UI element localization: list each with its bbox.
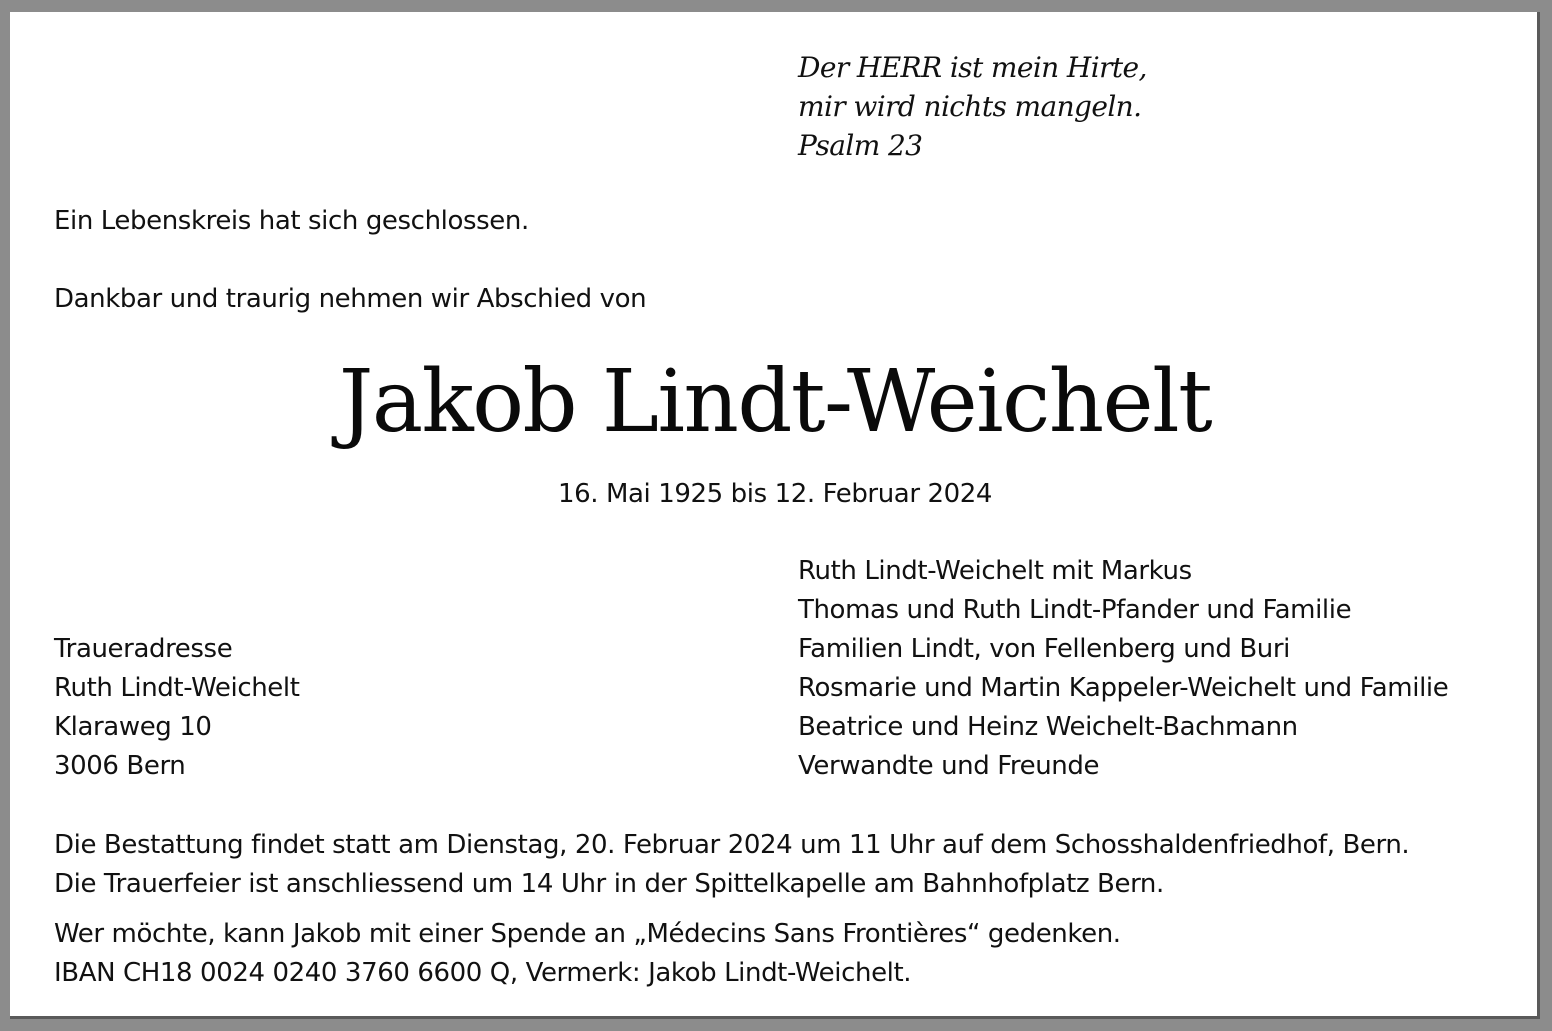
mourning-address xyxy=(54,630,300,786)
funeral-info xyxy=(54,826,1409,904)
mourner-item: Ruth Lindt-Weichelt mit Markus xyxy=(798,556,1192,586)
psalm-line-1: Der HERR ist mein Hirte, xyxy=(798,51,1147,84)
funeral-line-1: Die Bestattung findet statt am Dienstag, 20. Februar 2024 um 11 Uhr auf dem Schosshaldenfriedhof, Bern. xyxy=(54,830,1410,860)
funeral-line-2: Die Trauerfeier ist anschliessend um 14 Uhr in der Spittelkapelle am Bahnhofplatz Bern. xyxy=(54,869,1164,899)
address-city: 3006 Bern xyxy=(54,751,186,781)
donation-info xyxy=(54,915,1121,993)
mourner-item: Familien Lindt, von Fellenberg und Buri xyxy=(798,634,1290,664)
mourners-list xyxy=(798,552,1448,786)
mourner-item: Thomas und Ruth Lindt-Pfander und Familie xyxy=(798,595,1352,625)
address-street: Klaraweg 10 xyxy=(54,712,212,742)
donation-line-2: IBAN CH18 0024 0240 3760 6600 Q, Vermerk: Jakob Lindt-Weichelt. xyxy=(54,958,912,988)
obituary-page xyxy=(10,12,1540,1019)
intro-line-1: Ein Lebenskreis hat sich geschlossen. xyxy=(54,206,529,236)
mourner-item: Verwandte und Freunde xyxy=(798,751,1100,781)
life-dates: 16. Mai 1925 bis 12. Februar 2024 xyxy=(557,479,993,509)
address-name: Ruth Lindt-Weichelt xyxy=(54,673,300,703)
mourner-item: Beatrice und Heinz Weichelt-Bachmann xyxy=(798,712,1298,742)
donation-line-1: Wer möchte, kann Jakob mit einer Spende an „Médecins Sans Frontières“ gedenken. xyxy=(54,919,1121,949)
deceased-name: Jakob Lindt-Weichelt xyxy=(338,352,1212,452)
mourner-item: Rosmarie und Martin Kappeler-Weichelt und Familie xyxy=(798,673,1449,703)
address-heading: Traueradresse xyxy=(54,634,233,664)
psalm-line-2: mir wird nichts mangeln. xyxy=(798,90,1142,123)
psalm-reference: Psalm 23 xyxy=(798,129,923,162)
psalm-quote xyxy=(798,48,1147,165)
intro-line-2: Dankbar und traurig nehmen wir Abschied von xyxy=(54,284,647,314)
